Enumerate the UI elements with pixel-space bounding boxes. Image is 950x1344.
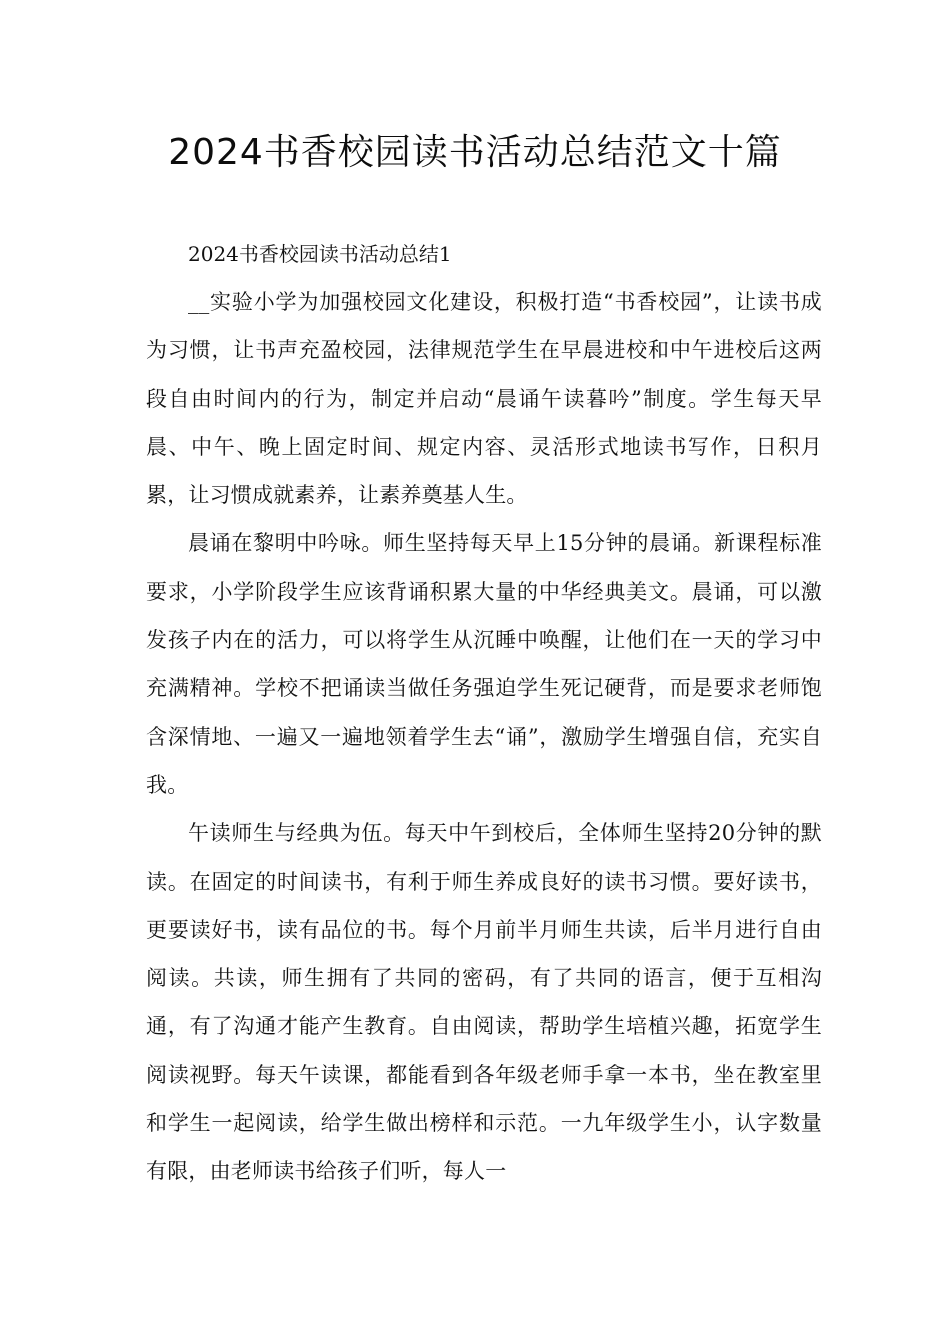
paragraph-noon-reading: 午读师生与经典为伍。每天中午到校后，全体师生坚持20分钟的默读。在固定的时间读书，有利于师生养成良好的读书习惯。要好读书，更要读好书，读有品位的书。每个月前半月师生共读，后半月进行自由阅读。共读，师生拥有了共同的密码，有了共同的语言，便于互相沟通，有了沟通才能产生教育。自由阅读，帮助学生培植兴趣，拓宽学生阅读视野。每天午读课，都能看到各年级老师手拿一本书，坐在教室里和学生一起阅读，给学生做出榜样和示范。一九年级学生小，认字数量有限，由老师读书给孩子们听，每人一 xyxy=(146,821,822,1184)
document-body xyxy=(146,230,822,1196)
document-title: 2024书香校园读书活动总结范文十篇 xyxy=(168,132,782,173)
section-heading: 2024书香校园读书活动总结1 xyxy=(188,242,452,266)
paragraph-intro: __实验小学为加强校园文化建设，积极打造“书香校园”，让读书成为习惯，让书声充盈校园，法律规范学生在早晨进校和中午进校后这两段自由时间内的行为，制定并启动“晨诵午读暮吟”制度。学生每天早晨、中午、晚上固定时间、规定内容、灵活形式地读书写作，日积月累，让习惯成就素养，让素养奠基人生。 xyxy=(146,290,822,508)
paragraph-morning-recitation: 晨诵在黎明中吟咏。师生坚持每天早上15分钟的晨诵。新课程标准要求，小学阶段学生应该背诵积累大量的中华经典美文。晨诵，可以激发孩子内在的活力，可以将学生从沉睡中唤醒，让他们在一天的学习中充满精神。学校不把诵读当做任务强迫学生死记硬背，而是要求老师饱含深情地、一遍又一遍地领着学生去“诵”，激励学生增强自信，充实自我。 xyxy=(146,531,822,797)
